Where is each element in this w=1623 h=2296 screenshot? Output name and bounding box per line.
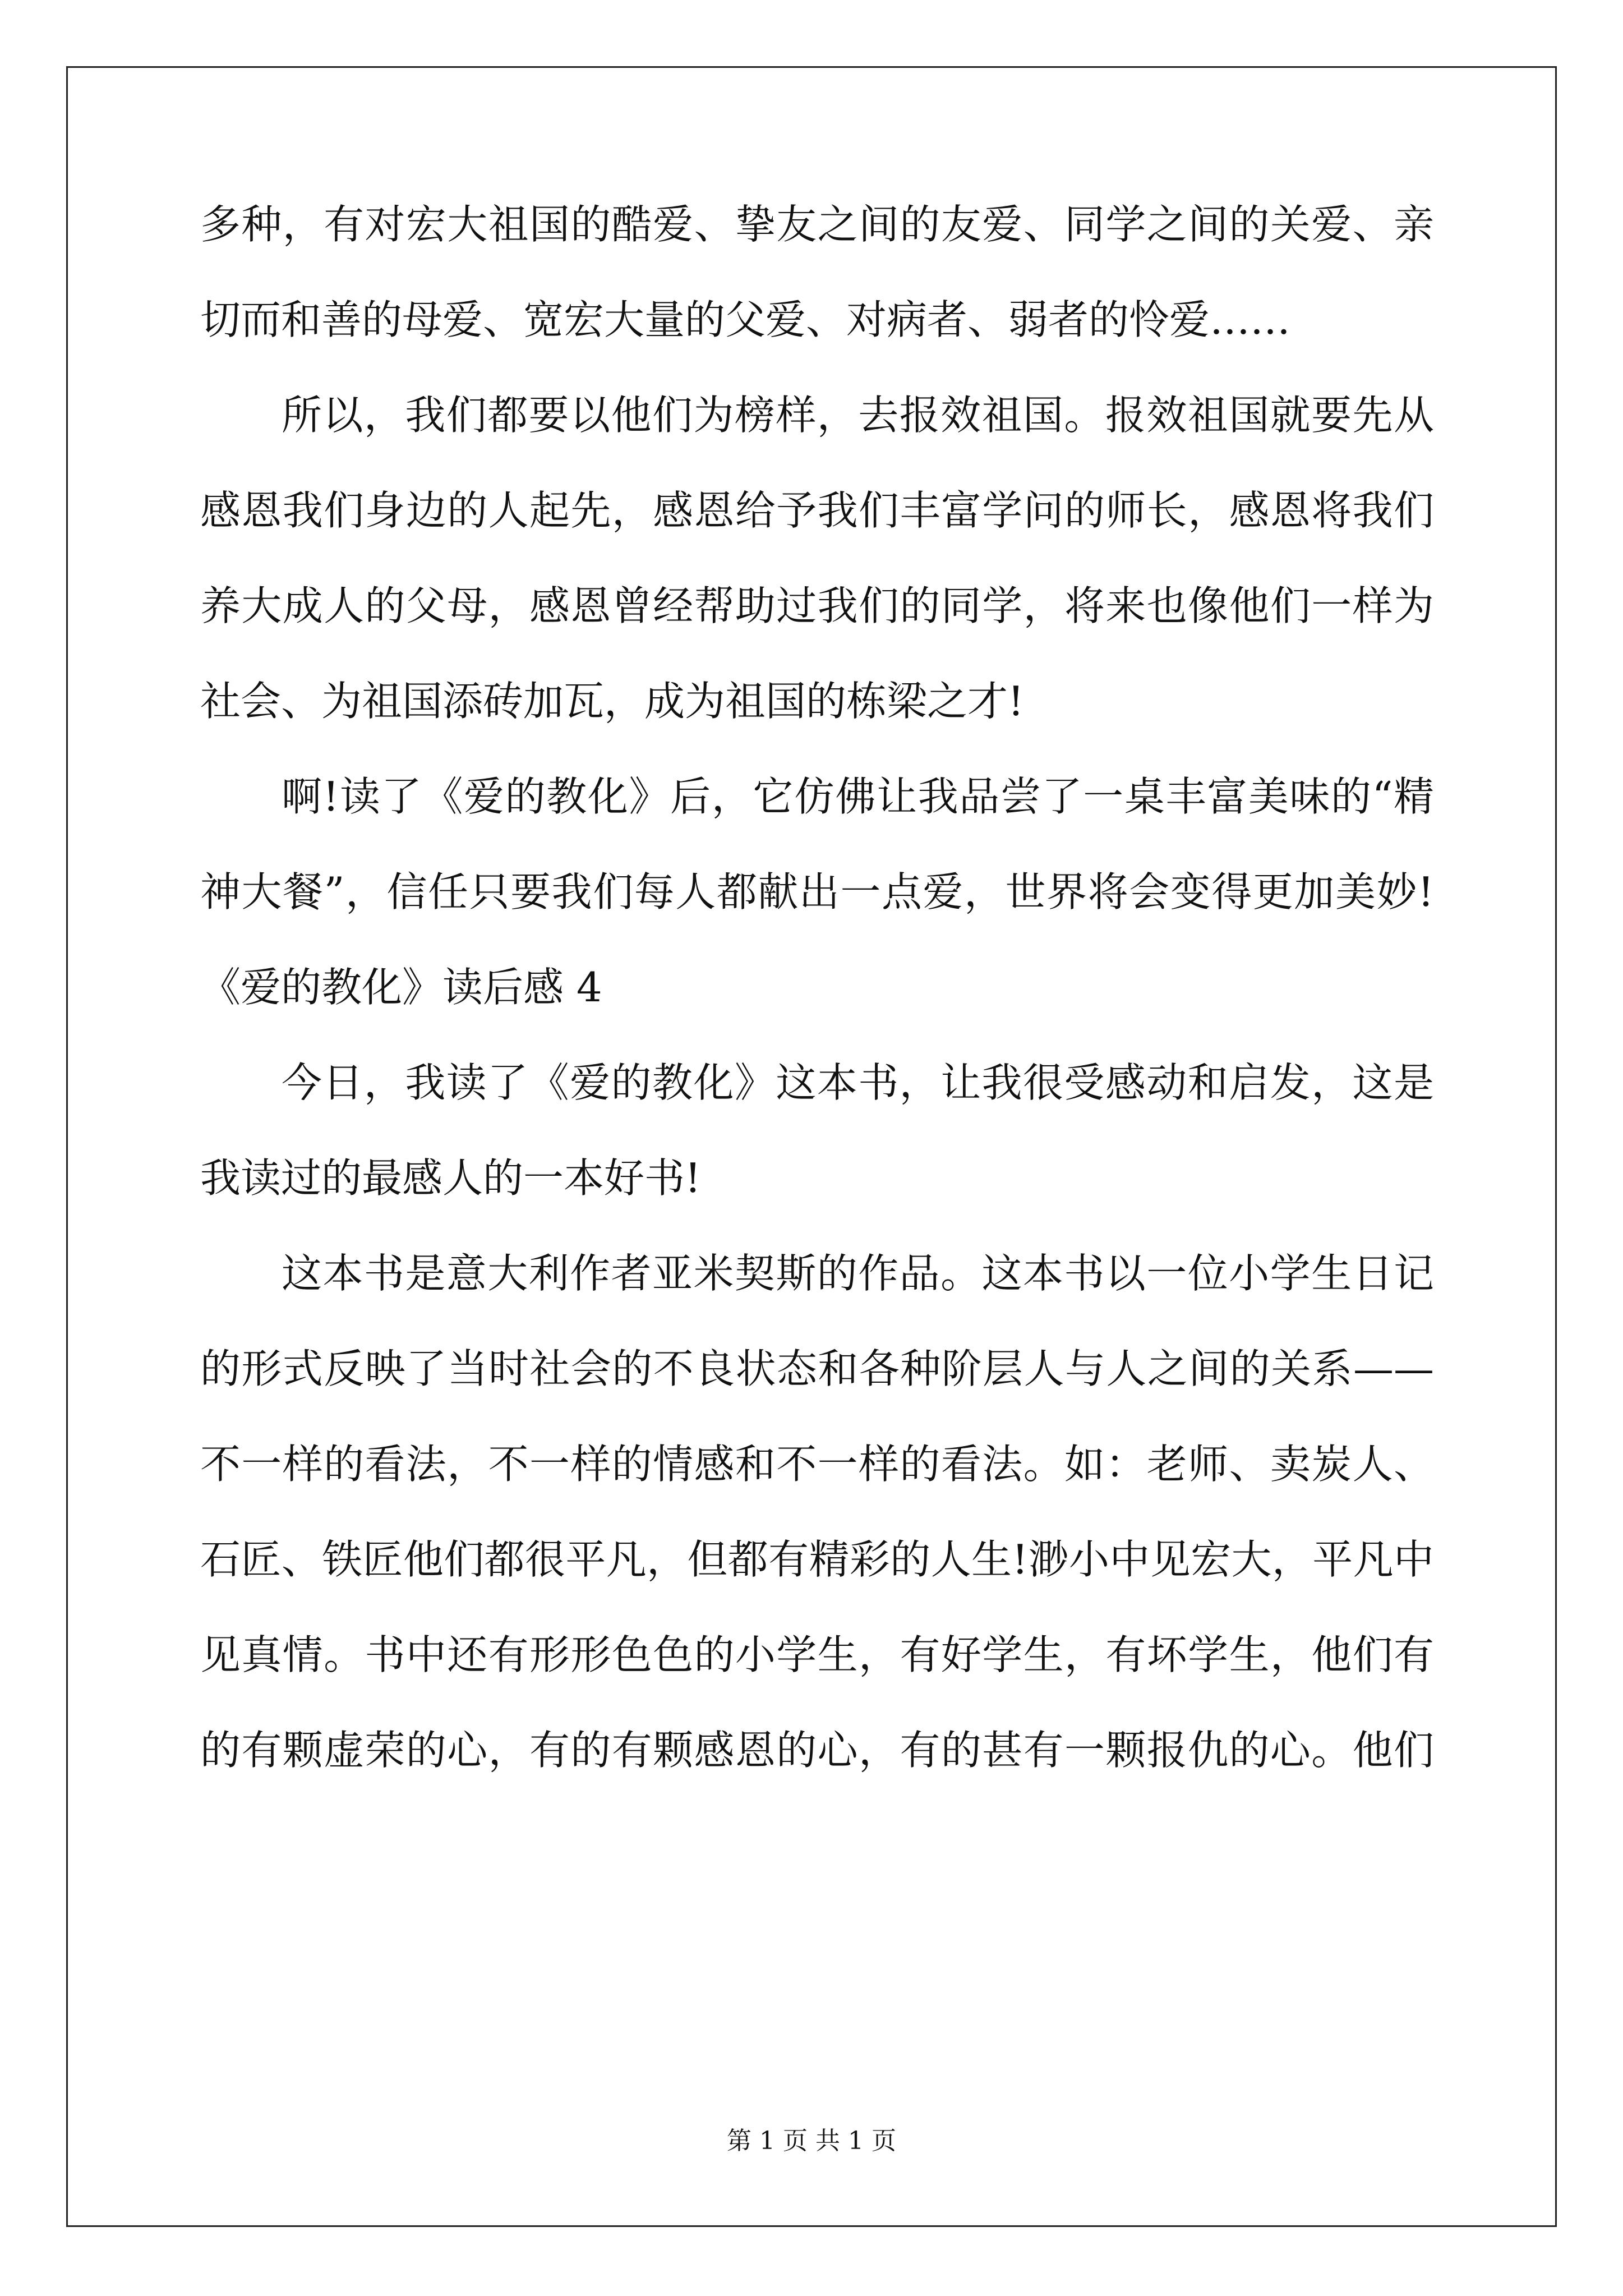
text-line: 养大成人的父母，感恩曾经帮助过我们的同学，将来也像他们一样为: [200, 582, 1434, 629]
text-line: 见真情。书中还有形形色色的小学生，有好学生，有坏学生，他们有: [200, 1631, 1434, 1678]
page-footer: 第 1 页 共 1 页: [727, 2127, 896, 2155]
text-line: 啊!读了《爱的教化》后，它仿佛让我品尝了一桌丰富美味的“精: [282, 773, 1434, 820]
text-line: 所以，我们都要以他们为榜样，去报效祖国。报效祖国就要先从: [282, 392, 1434, 439]
text-line: 不一样的看法，不一样的情感和不一样的看法。如：老师、卖炭人、: [200, 1441, 1434, 1488]
text-line: 感恩我们身边的人起先，感恩给予我们丰富学问的师长，感恩将我们: [200, 487, 1434, 534]
text-line: 社会、为祖国添砖加瓦，成为祖国的栋梁之才!: [200, 678, 1024, 725]
text-line: 神大餐”，信任只要我们每人都献出一点爱，世界将会变得更加美妙!: [200, 868, 1434, 915]
text-line: 切而和善的母爱、宽宏大量的父爱、对病者、弱者的怜爱……: [200, 296, 1291, 343]
text-line: 的有颗虚荣的心，有的有颗感恩的心，有的甚有一颗报仇的心。他们: [200, 1727, 1434, 1774]
text-line: 多种，有对宏大祖国的酷爱、挚友之间的友爱、同学之间的关爱、亲: [200, 201, 1434, 248]
text-line: 我读过的最感人的一本好书!: [200, 1154, 701, 1202]
text-line: 的形式反映了当时社会的不良状态和各种阶层人与人之间的关系——: [200, 1345, 1434, 1392]
text-line: 石匠、铁匠他们都很平凡，但都有精彩的人生!渺小中见宏大，平凡中: [200, 1536, 1434, 1583]
text-line: 今日，我读了《爱的教化》这本书，让我很受感动和启发，这是: [282, 1059, 1434, 1106]
section-heading: 《爱的教化》读后感 4: [200, 964, 602, 1011]
text-line: 这本书是意大利作者亚米契斯的作品。这本书以一位小学生日记: [282, 1250, 1434, 1297]
